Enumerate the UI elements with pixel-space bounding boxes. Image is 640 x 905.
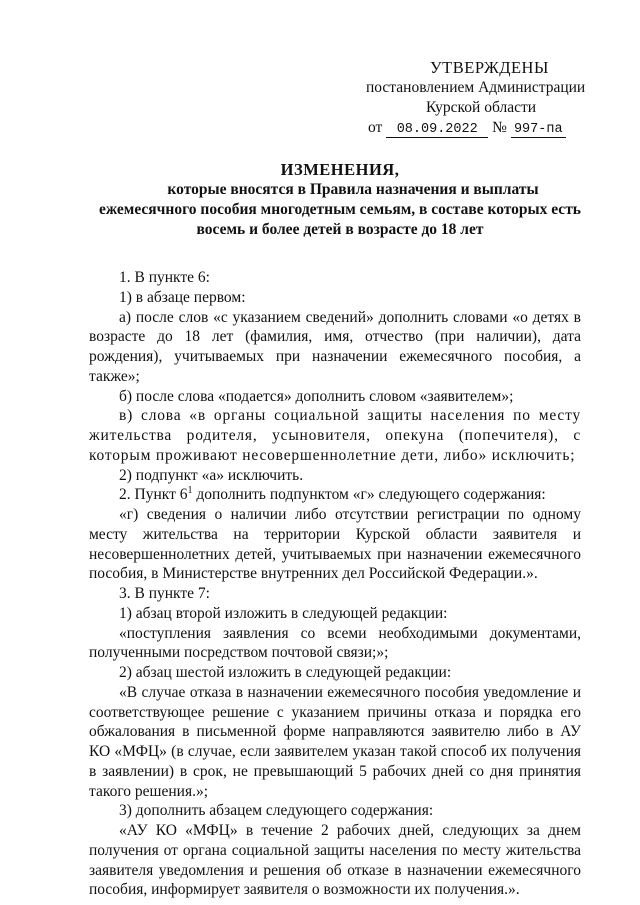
paragraph-15: «АУ КО «МФЦ» в течение 2 рабочих дней, следующих за днем получения от органа социальной защиты населения по месту жительства заявителя уведомления и решения об отказе в назначении ежемесячного пособия, информирует заявителя о возможности их получения.». [89, 822, 581, 899]
approval-block [360, 58, 590, 138]
number-label: № [492, 119, 507, 136]
paragraph-9: 3. В пункте 7: [119, 585, 210, 602]
paragraph-2: 1) в абзаце первом: [119, 288, 246, 306]
heading-main: ИЗМЕНЕНИЯ, [280, 160, 400, 179]
approval-line-1: постановлением Администрации [366, 79, 586, 96]
approval-line-2: Курской области [426, 99, 537, 116]
paragraph-7-sup: 1 [187, 485, 193, 497]
paragraph-10: 1) абзац второй изложить в следующей редакции: [119, 604, 448, 622]
approval-date-line [360, 118, 590, 138]
approval-number: 997-па [511, 122, 566, 138]
paragraph-14: 3) дополнить абзацем следующего содержания: [119, 802, 434, 820]
paragraph-6: 2) подпункт «а» исключить. [119, 466, 304, 484]
heading-line-2: ежемесячного пособия многодетным семьям, в составе которых есть [99, 201, 581, 218]
paragraph-8: «г) сведения о наличии либо отсутствии регистрации по одному месту жительства на территории Курской области заявителя и несовершеннолетних детей, учитываемых при назначении ежемесячного пособия, в Министерстве внутренних дел Российской Федерации.». [89, 506, 581, 583]
document-body [89, 268, 581, 900]
paragraph-3: а) после слов «с указанием сведений» дополнить словами «о детях в возрасте до 18 лет (фамилия, имя, отчество (при наличии), дата рождения), учитываемых при назначении ежемесячного пособия, а также»; [89, 308, 581, 385]
from-label: от [368, 119, 383, 136]
paragraph-11: «поступления заявления со всеми необходимыми документами, полученными посредством почтовой связи;»; [89, 624, 581, 662]
paragraph-13: «В случае отказа в назначении ежемесячного пособия уведомление и соответствующее решение с указанием причины отказа и порядка его обжалования в письменной форме направляются заявителю либо в АУ КО «МФЦ» (в случае, если заявителем указан такой способ их получения в заявлении) в срок, не превышающий 5 рабочих дней со дня принятия такого решения.»; [89, 683, 581, 800]
heading-line-1: которые вносятся в Правила назначения и выплаты [167, 181, 539, 198]
paragraph-7 [89, 485, 581, 505]
paragraph-5: в) слова «в органы социальной защиты населения по месту жительства родителя, усыновителя, опекуна (попечителя), с которым проживают несовершеннолетние дети, либо» исключить; [89, 407, 581, 464]
paragraph-1: 1. В пункте 6: [119, 269, 210, 286]
paragraph-7-post: дополнить подпунктом «г» следующего содержания: [192, 486, 546, 504]
paragraph-12: 2) абзац шестой изложить в следующей редакции: [119, 664, 452, 681]
heading-line-3: восемь и более детей в возрасте до 18 лет [196, 221, 484, 238]
document-heading [60, 160, 620, 240]
paragraph-7-pre: 2. Пункт 6 [119, 486, 188, 504]
paragraph-4: б) после слова «подается» дополнить словом «заявителем»; [119, 387, 514, 405]
approval-date: 08.09.2022 [386, 122, 488, 138]
approval-title: УТВЕРЖДЕНЫ [430, 58, 549, 77]
